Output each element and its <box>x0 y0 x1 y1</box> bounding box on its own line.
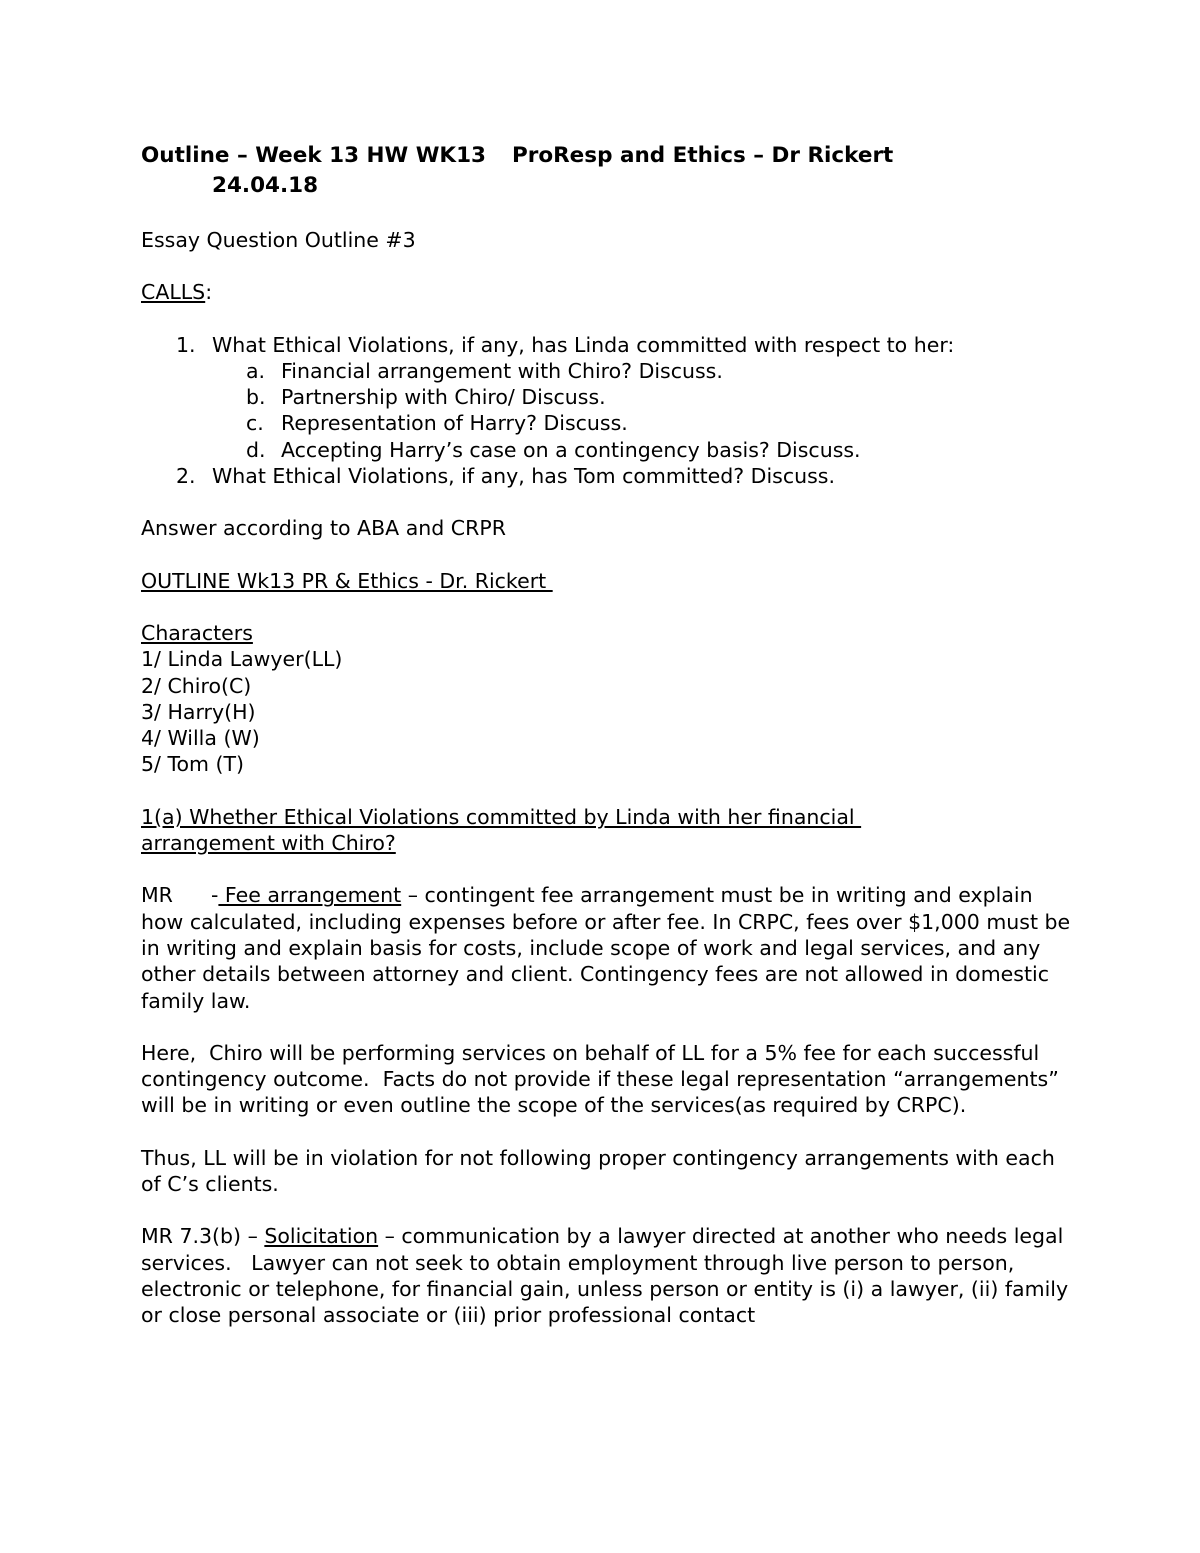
character-item: 3/ Harry(H) <box>141 699 256 724</box>
mr-dash: - <box>211 883 219 908</box>
fee-arrangement-text: – contingent fee arrangement must be in writing and explain how calculated, including expenses before or after fee. In CRPC, fees over $1,000 must be in writing and explain basis for costs, include scope of work and legal services, and any other details between attorney and client. Contingency fees are not allowed in domestic family law. <box>141 883 1071 1013</box>
mr-solicitation-paragraph <box>141 1223 1075 1328</box>
calls-heading <box>141 279 1071 305</box>
calls-colon: : <box>205 280 213 305</box>
mr-solicitation-label: MR 7.3(b) – <box>141 1224 265 1249</box>
character-item: 5/ Tom (T) <box>141 752 245 777</box>
fee-arrangement-term: Fee arrangement <box>218 883 402 908</box>
characters-heading: Characters <box>141 620 253 645</box>
outline-heading: OUTLINE Wk13 PR & Ethics - Dr. Rickert <box>141 568 553 593</box>
answer-line: Answer according to ABA and CRPR <box>141 516 506 541</box>
document-title <box>141 141 1071 171</box>
call-marker: 1. <box>176 332 196 357</box>
character-item: 1/ Linda Lawyer(LL) <box>141 647 343 672</box>
call-marker: 2. <box>176 464 196 489</box>
calls-heading-label: CALLS <box>141 280 206 305</box>
subitem-text: Representation of Harry? Discuss. <box>281 411 628 436</box>
call-subitem-d <box>141 437 1071 463</box>
subitem-marker: b. <box>246 385 266 410</box>
character-item: 4/ Willa (W) <box>141 726 260 751</box>
solicitation-text: – communication by a lawyer directed at another who needs legal services. Lawyer can not seek to obtain employment through live person to person, electronic or telephone, for financial gain, unless person or entity is (i) a lawyer, (ii) family or close personal associate or (iii) prior professional contact <box>141 1224 1075 1328</box>
subitem-marker: c. <box>246 411 264 436</box>
call-item-2 <box>141 463 1071 489</box>
call-subitem-b <box>141 384 1071 410</box>
issue-1a-heading-line1: 1(a) Whether Ethical Violations committed by Linda with her financial <box>141 804 862 829</box>
essay-heading: Essay Question Outline #3 <box>141 228 416 252</box>
call-item-1 <box>141 332 1071 358</box>
issue-1a-heading-line2: arrangement with Chiro? <box>141 831 396 856</box>
title-date: 24.04.18 <box>212 173 319 198</box>
call-subitem-c <box>141 410 1071 436</box>
subitem-text: Financial arrangement with Chiro? Discuss. <box>281 358 723 383</box>
calls-list <box>141 332 1071 490</box>
mr-label: MR <box>141 883 173 908</box>
character-item: 2/ Chiro(C) <box>141 673 252 698</box>
subitem-text: Accepting Harry’s case on a contingency basis? Discuss. <box>281 437 861 462</box>
solicitation-term: Solicitation <box>264 1224 379 1249</box>
title-right: ProResp and Ethics – Dr Rickert <box>512 143 894 168</box>
call-text: What Ethical Violations, if any, has Linda committed with respect to her: <box>212 332 955 357</box>
thus-paragraph: Thus, LL will be in violation for not following proper contingency arrangements with each of C’s clients. <box>141 1145 1055 1197</box>
title-left: Outline – Week 13 HW WK13 <box>141 143 486 168</box>
here-paragraph: Here, Chiro will be performing services on behalf of LL for a 5% fee for each successful contingency outcome. Facts do not provide if these legal representation “arrangements” will be in writing or even outline the scope of the services(as required by CRPC). <box>141 1040 1066 1118</box>
mr-fee-paragraph <box>141 882 1071 1013</box>
document-body <box>141 141 1075 1329</box>
subitem-text: Partnership with Chiro/ Discuss. <box>281 385 606 410</box>
call-text: What Ethical Violations, if any, has Tom committed? Discuss. <box>212 464 835 489</box>
call-subitem-a <box>141 358 1071 384</box>
subitem-marker: a. <box>246 358 266 383</box>
subitem-marker: d. <box>246 437 266 462</box>
